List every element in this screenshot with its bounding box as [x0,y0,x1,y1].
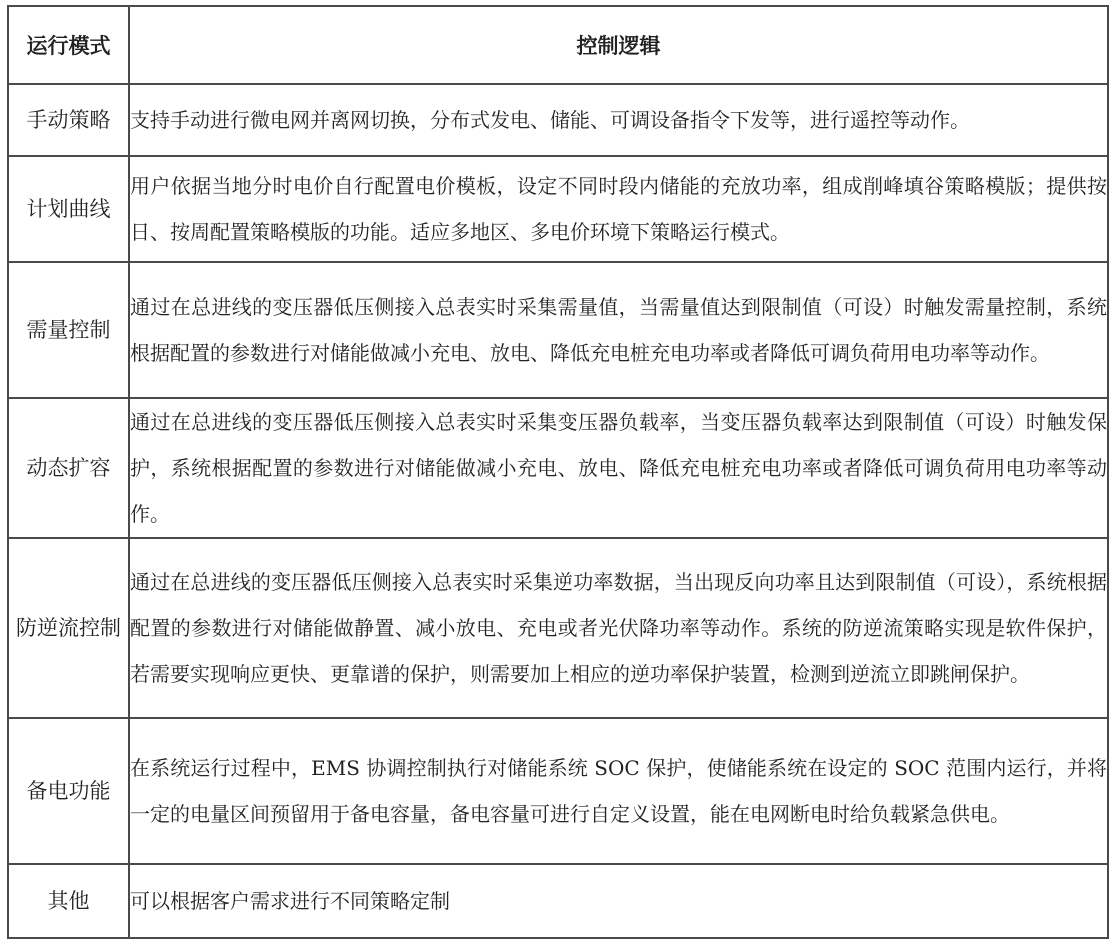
header-mode: 运行模式 [8,6,129,84]
table-row [8,398,1108,538]
document-page [7,5,1107,939]
mode-cell: 其他 [8,864,129,938]
logic-cell [129,156,1108,262]
logic-text: 通过在总进线的变压器低压侧接入总表实时采集变压器负载率，当变压器负载率达到限制值（可设）时触发保护，系统根据配置的参数进行对储能做减小充电、放电、降低充电桩充电功率或者降低可调负荷用电功率等动作。 [130,410,1107,526]
logic-cell [129,84,1108,156]
logic-text: 支持手动进行微电网并离网切换，分布式发电、储能、可调设备指令下发等，进行遥控等动作。 [130,108,970,132]
operation-mode-table [7,5,1109,939]
mode-cell: 备电功能 [8,718,129,864]
logic-cell [129,718,1108,864]
logic-cell [129,538,1108,718]
mode-cell: 手动策略 [8,84,129,156]
table-row [8,156,1108,262]
logic-text: 用户依据当地分时电价自行配置电价模板，设定不同时段内储能的充放功率，组成削峰填谷策略模版；提供按日、按周配置策略模版的功能。适应多地区、多电价环境下策略运行模式。 [130,174,1107,244]
logic-cell [129,398,1108,538]
logic-text: 通过在总进线的变压器低压侧接入总表实时采集逆功率数据，当出现反向功率且达到限制值（可设），系统根据配置的参数进行对储能做静置、减小放电、充电或者光伏降功率等动作。系统的防逆流策略实现是软件保护，若需要实现响应更快、更靠谱的保护，则需要加上相应的逆功率保护装置，检测到逆流立即跳闸保护。 [130,570,1107,686]
mode-cell: 需量控制 [8,262,129,398]
logic-text: 可以根据客户需求进行不同策略定制 [130,889,450,913]
mode-cell: 计划曲线 [8,156,129,262]
mode-cell: 防逆流控制 [8,538,129,718]
logic-text: 通过在总进线的变压器低压侧接入总表实时采集需量值，当需量值达到限制值（可设）时触发需量控制，系统根据配置的参数进行对储能做减小充电、放电、降低充电桩充电功率或者降低可调负荷用电功率等动作。 [130,295,1107,365]
table-header-row [8,6,1108,84]
table-row [8,262,1108,398]
logic-text: 在系统运行过程中，EMS 协调控制执行对储能系统 SOC 保护，使储能系统在设定的 SOC 范围内运行，并将一定的电量区间预留用于备电容量，备电容量可进行自定义设置，能在电网断电时给负载紧急供电。 [130,756,1107,826]
table-row [8,538,1108,718]
logic-cell [129,262,1108,398]
table-row [8,864,1108,938]
table-row [8,718,1108,864]
header-logic: 控制逻辑 [129,6,1108,84]
logic-cell [129,864,1108,938]
mode-cell: 动态扩容 [8,398,129,538]
table-row [8,84,1108,156]
